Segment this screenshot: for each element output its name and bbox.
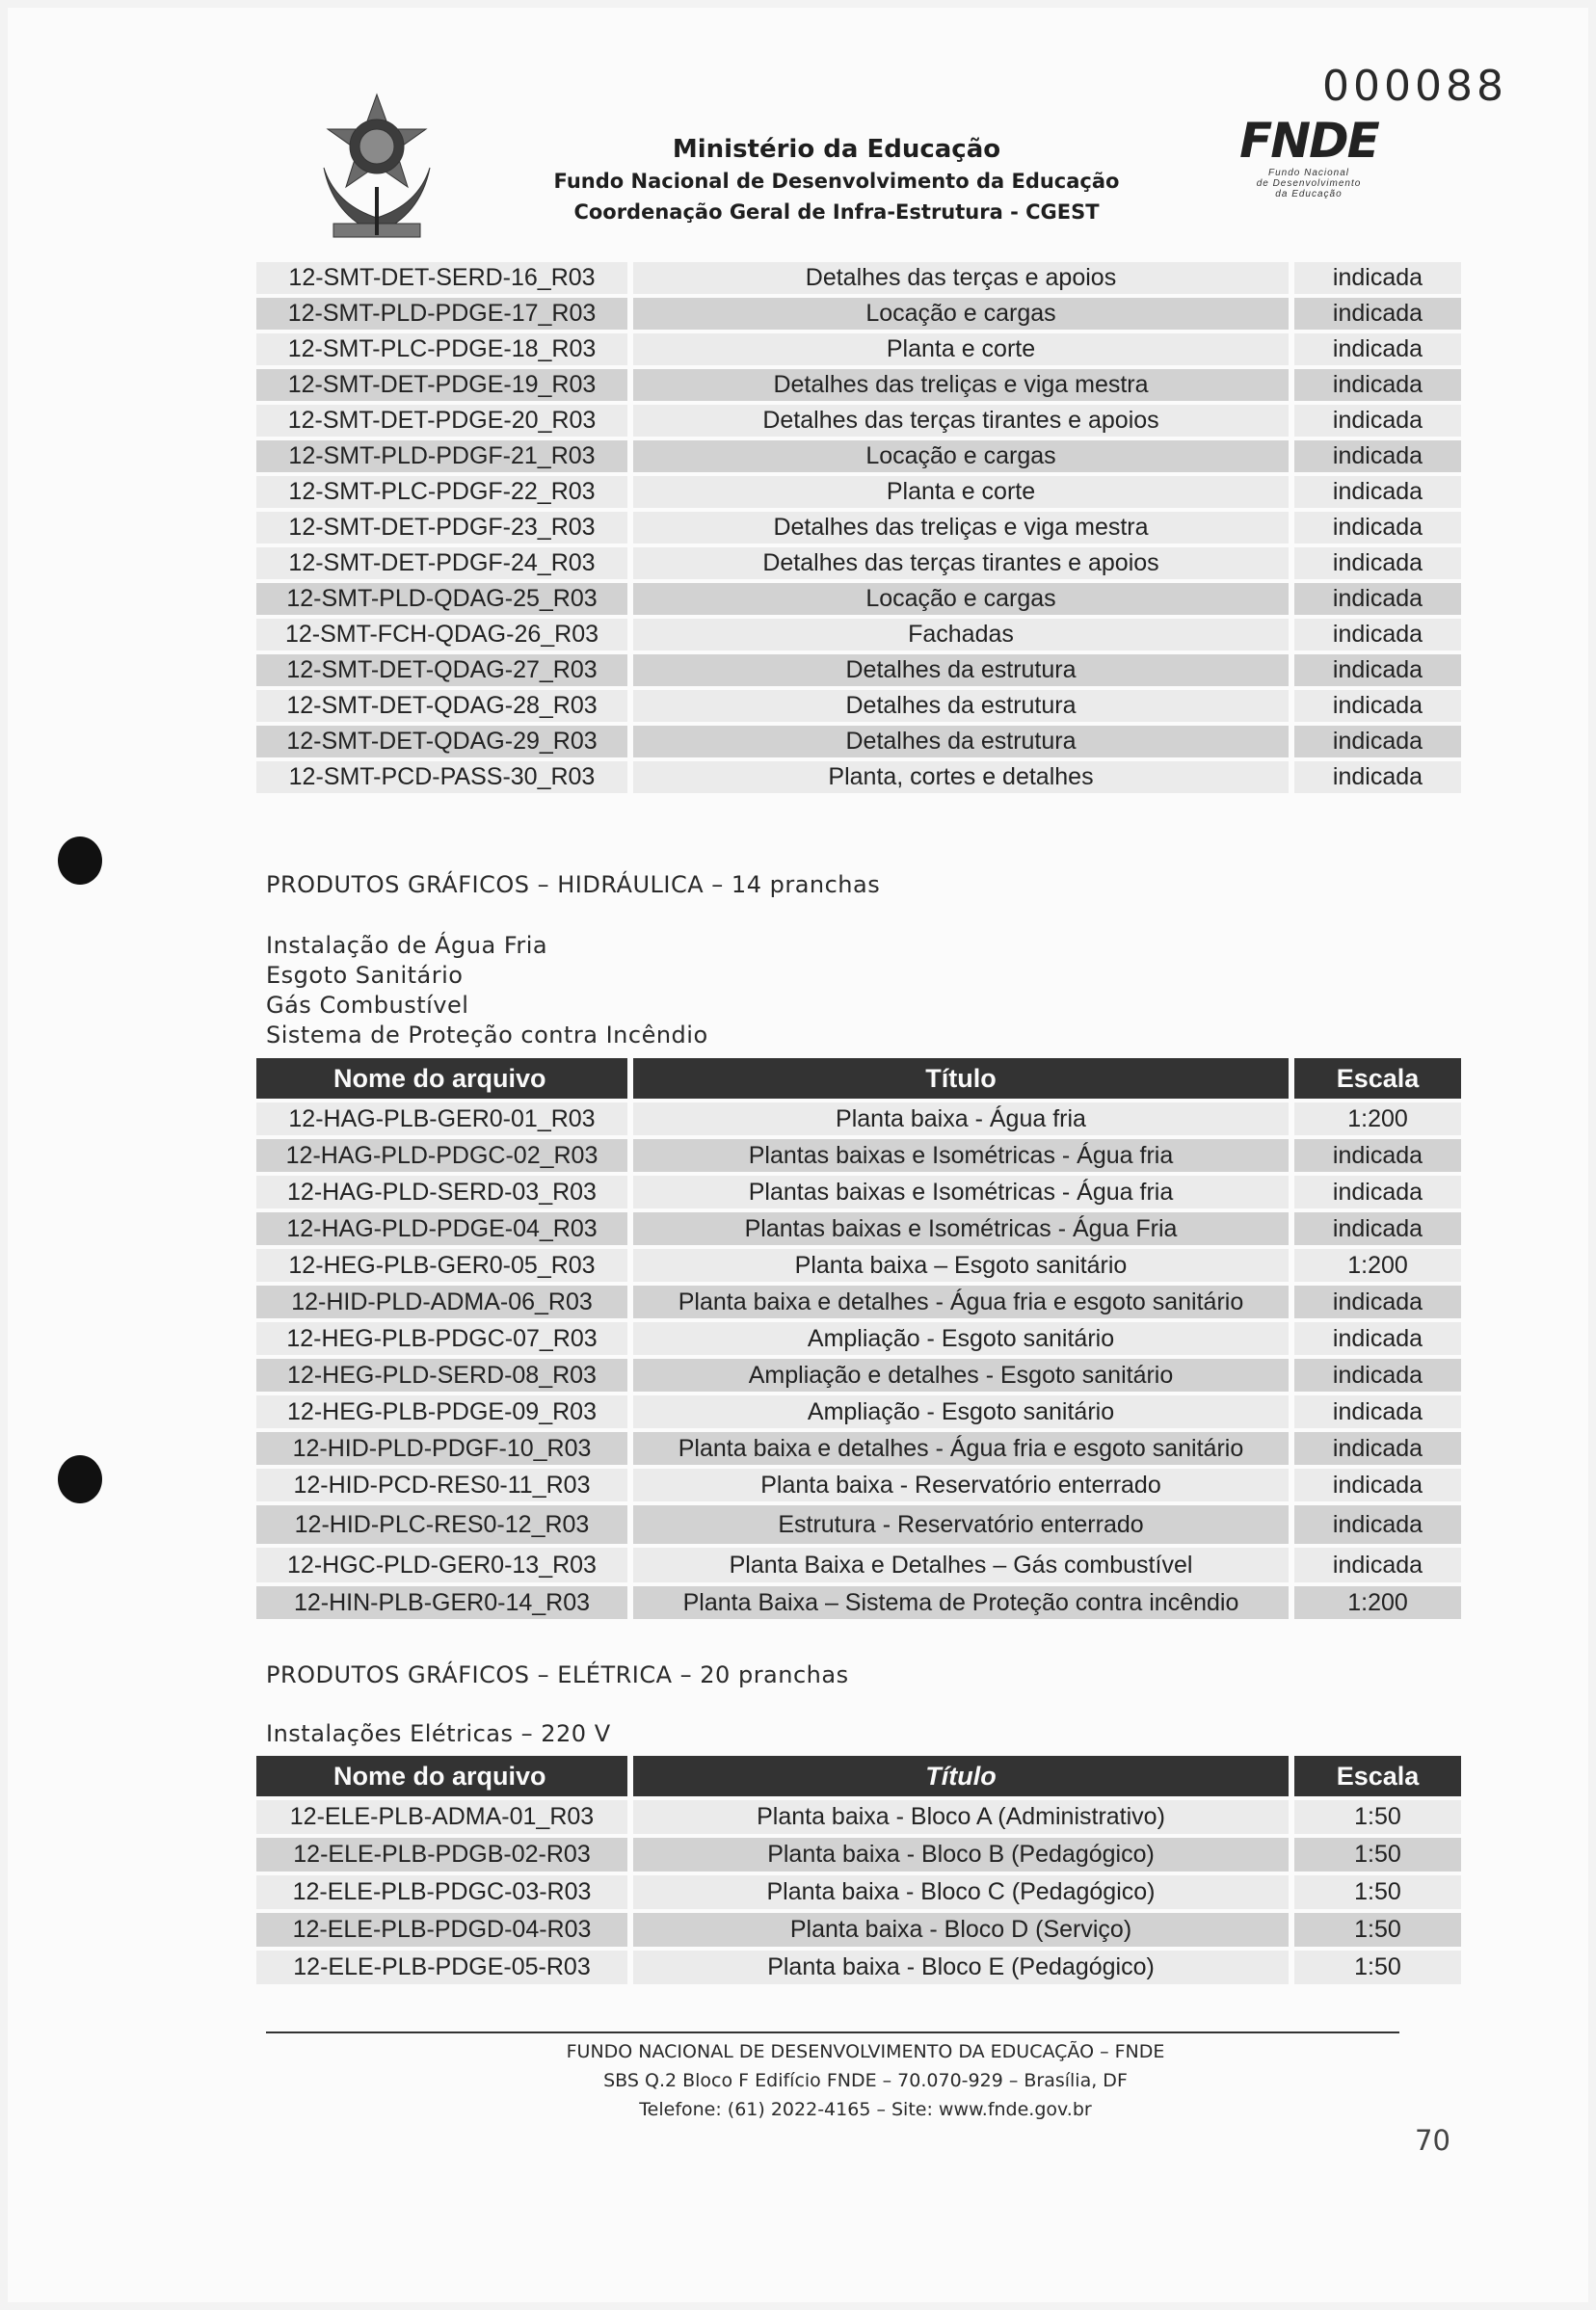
- table-row: [256, 1249, 1461, 1282]
- table-header-row: [256, 1058, 1461, 1099]
- file-name: 12-HEG-PLB-PDGE-09_R03: [256, 1395, 627, 1428]
- sheet-scale: indicada: [1294, 1505, 1461, 1544]
- sheet-scale: indicada: [1294, 512, 1461, 544]
- file-name: 12-HEG-PLD-SERD-08_R03: [256, 1359, 627, 1392]
- page-number: 70: [1415, 2124, 1450, 2157]
- fnde-logo-sub-2: de Desenvolvimento: [1256, 178, 1362, 189]
- file-name: 12-ELE-PLB-PDGD-04-R03: [256, 1913, 627, 1947]
- table-row: [256, 1212, 1461, 1245]
- sheet-title: Detalhes das terças e apoios: [633, 262, 1289, 294]
- electrical-section-title: PRODUTOS GRÁFICOS – ELÉTRICA – 20 pranchas: [266, 1661, 849, 1688]
- file-name: 12-SMT-PCD-PASS-30_R03: [256, 761, 627, 793]
- file-name: 12-ELE-PLB-PDGE-05-R03: [256, 1951, 627, 1984]
- table-row: [256, 369, 1461, 401]
- table-row: [256, 547, 1461, 579]
- sheet-title: Detalhes da estrutura: [633, 690, 1289, 722]
- table-row: [256, 654, 1461, 686]
- file-name: 12-SMT-DET-SERD-16_R03: [256, 262, 627, 294]
- sheet-scale: indicada: [1294, 440, 1461, 472]
- sheet-scale: indicada: [1294, 369, 1461, 401]
- table-row: [256, 476, 1461, 508]
- sheet-scale: 1:200: [1294, 1586, 1461, 1619]
- table-row: [256, 1286, 1461, 1318]
- subsection-item: Gás Combustível: [266, 992, 469, 1019]
- sheet-scale: indicada: [1294, 1548, 1461, 1582]
- header-institution: [528, 133, 1145, 227]
- sheet-scale: indicada: [1294, 1469, 1461, 1501]
- fnde-logo-sub-1: Fundo Nacional: [1267, 168, 1350, 178]
- file-name: 12-SMT-DET-QDAG-27_R03: [256, 654, 627, 686]
- table-row: [256, 726, 1461, 757]
- sheet-scale: indicada: [1294, 1139, 1461, 1172]
- electrical-subsection: Instalações Elétricas – 220 V: [266, 1720, 611, 1747]
- table-row: [256, 512, 1461, 544]
- sheet-scale: 1:50: [1294, 1875, 1461, 1909]
- file-name: 12-HID-PLC-RES0-12_R03: [256, 1505, 627, 1544]
- sheet-title: Planta e corte: [633, 333, 1289, 365]
- file-name: 12-SMT-DET-PDGF-24_R03: [256, 547, 627, 579]
- sheet-scale: indicada: [1294, 619, 1461, 651]
- table-row: [256, 761, 1461, 793]
- file-name: 12-SMT-PLC-PDGF-22_R03: [256, 476, 627, 508]
- table-row: [256, 1548, 1461, 1582]
- sheet-title: Locação e cargas: [633, 583, 1289, 615]
- file-name: 12-SMT-DET-PDGE-20_R03: [256, 405, 627, 437]
- coordination-name: Coordenação Geral de Infra-Estrutura - CGEST: [573, 200, 1100, 224]
- file-name: 12-SMT-DET-PDGF-23_R03: [256, 512, 627, 544]
- sheet-scale: indicada: [1294, 1322, 1461, 1355]
- sheet-scale: indicada: [1294, 298, 1461, 330]
- sheet-title: Plantas baixas e Isométricas - Água Fria: [633, 1212, 1289, 1245]
- binder-hole-icon: [58, 1455, 102, 1503]
- file-name: 12-HEG-PLB-GER0-05_R03: [256, 1249, 627, 1282]
- table-row: [256, 1176, 1461, 1208]
- file-name: 12-ELE-PLB-PDGC-03-R03: [256, 1875, 627, 1909]
- column-header-file-label: Nome do arquivo: [333, 1063, 546, 1093]
- table-row: [256, 1838, 1461, 1872]
- sheet-title: Planta baixa - Reservatório enterrado: [633, 1469, 1289, 1501]
- footer-line-contact: Telefone: (61) 2022-4165 – Site: www.fnde.gov.br: [639, 2099, 1092, 2120]
- table-row: [256, 1469, 1461, 1501]
- sheet-title: Detalhes da estrutura: [633, 726, 1289, 757]
- sheet-scale: indicada: [1294, 726, 1461, 757]
- file-name: 12-HEG-PLB-PDGC-07_R03: [256, 1322, 627, 1355]
- page-stamp-number: 000088: [1322, 62, 1507, 111]
- sheet-title: Ampliação - Esgoto sanitário: [633, 1395, 1289, 1428]
- table-row: [256, 1505, 1461, 1544]
- table-row: [256, 1951, 1461, 1984]
- footer-divider: [266, 2031, 1399, 2033]
- subsection-item: Instalação de Água Fria: [266, 932, 548, 959]
- footer-line-institution: FUNDO NACIONAL DE DESENVOLVIMENTO DA EDUCAÇÃO – FNDE: [566, 2041, 1165, 2062]
- sheet-scale: indicada: [1294, 333, 1461, 365]
- table-row: [256, 405, 1461, 437]
- file-name: 12-HID-PCD-RES0-11_R03: [256, 1469, 627, 1501]
- sheet-title: Detalhes das terças tirantes e apoios: [633, 547, 1289, 579]
- table-row: [256, 1875, 1461, 1909]
- file-name: 12-ELE-PLB-ADMA-01_R03: [256, 1800, 627, 1834]
- file-name: 12-HID-PLD-PDGF-10_R03: [256, 1432, 627, 1465]
- binder-hole-icon: [58, 836, 102, 885]
- table-row: [256, 298, 1461, 330]
- sheet-title: Detalhes da estrutura: [633, 654, 1289, 686]
- sheet-title: Planta baixa - Bloco D (Serviço): [633, 1913, 1289, 1947]
- sheet-title: Locação e cargas: [633, 298, 1289, 330]
- table-row: [256, 1586, 1461, 1619]
- sheet-scale: indicada: [1294, 476, 1461, 508]
- table-row: [256, 1102, 1461, 1135]
- fnde-logo: [1232, 114, 1386, 199]
- sheet-title: Detalhes das terças tirantes e apoios: [633, 405, 1289, 437]
- table-row: [256, 333, 1461, 365]
- sheet-scale: indicada: [1294, 405, 1461, 437]
- file-name: 12-HAG-PLD-PDGE-04_R03: [256, 1212, 627, 1245]
- column-header-file: [256, 1058, 627, 1099]
- table-row: [256, 1322, 1461, 1355]
- sheet-title: Fachadas: [633, 619, 1289, 651]
- sheet-title: Detalhes das treliças e viga mestra: [633, 512, 1289, 544]
- column-header-title: Título: [633, 1058, 1289, 1099]
- sheet-title: Ampliação e detalhes - Esgoto sanitário: [633, 1359, 1289, 1392]
- table-header-row: [256, 1756, 1461, 1796]
- file-name: 12-SMT-FCH-QDAG-26_R03: [256, 619, 627, 651]
- column-header-file: [256, 1756, 627, 1796]
- file-name: 12-SMT-DET-QDAG-29_R03: [256, 726, 627, 757]
- file-name: 12-SMT-PLD-PDGF-21_R03: [256, 440, 627, 472]
- sheet-title: Plantas baixas e Isométricas - Água fria: [633, 1176, 1289, 1208]
- sheet-scale: indicada: [1294, 761, 1461, 793]
- column-header-scale: Escala: [1294, 1756, 1461, 1796]
- table-row: [256, 583, 1461, 615]
- sheet-title: Planta baixa - Bloco A (Administrativo): [633, 1800, 1289, 1834]
- sheet-title: Ampliação - Esgoto sanitário: [633, 1322, 1289, 1355]
- table-row: [256, 440, 1461, 472]
- sheet-scale: 1:50: [1294, 1951, 1461, 1984]
- table-row: [256, 1139, 1461, 1172]
- sheet-scale: indicada: [1294, 654, 1461, 686]
- file-name: 12-SMT-PLC-PDGE-18_R03: [256, 333, 627, 365]
- sheet-title: Planta baixa - Água fria: [633, 1102, 1289, 1135]
- column-header-title: Título: [633, 1756, 1289, 1796]
- sheet-scale: 1:200: [1294, 1102, 1461, 1135]
- sheet-title: Planta e corte: [633, 476, 1289, 508]
- sheet-title: Planta baixa - Bloco C (Pedagógico): [633, 1875, 1289, 1909]
- sheet-scale: indicada: [1294, 1395, 1461, 1428]
- sheet-scale: 1:200: [1294, 1249, 1461, 1282]
- sheet-scale: 1:50: [1294, 1800, 1461, 1834]
- column-header-scale: Escala: [1294, 1058, 1461, 1099]
- table-row: [256, 1432, 1461, 1465]
- file-name: 12-HGC-PLD-GER0-13_R03: [256, 1548, 627, 1582]
- sheet-scale: 1:50: [1294, 1838, 1461, 1872]
- table-row: [256, 1395, 1461, 1428]
- file-name: 12-SMT-DET-PDGE-19_R03: [256, 369, 627, 401]
- brazil-coat-of-arms-icon: [314, 91, 439, 245]
- table-row: [256, 690, 1461, 722]
- sheet-title: Planta Baixa – Sistema de Proteção contra incêndio: [633, 1586, 1289, 1619]
- sheet-scale: indicada: [1294, 1359, 1461, 1392]
- file-name: 12-HAG-PLD-SERD-03_R03: [256, 1176, 627, 1208]
- sheet-title: Estrutura - Reservatório enterrado: [633, 1505, 1289, 1544]
- file-name: 12-HIN-PLB-GER0-14_R03: [256, 1586, 627, 1619]
- file-name: 12-ELE-PLB-PDGB-02-R03: [256, 1838, 627, 1872]
- sheet-title: Planta baixa e detalhes - Água fria e esgoto sanitário: [633, 1432, 1289, 1465]
- sheet-title: Planta baixa – Esgoto sanitário: [633, 1249, 1289, 1282]
- file-name: 12-HID-PLD-ADMA-06_R03: [256, 1286, 627, 1318]
- hydraulics-section-title: PRODUTOS GRÁFICOS – HIDRÁULICA – 14 pranchas: [266, 871, 881, 898]
- hydraulics-table: [256, 1058, 1461, 1623]
- table-row: [256, 619, 1461, 651]
- fund-name: Fundo Nacional de Desenvolvimento da Educação: [553, 170, 1120, 193]
- sheet-scale: indicada: [1294, 1432, 1461, 1465]
- file-name: 12-HAG-PLB-GER0-01_R03: [256, 1102, 627, 1135]
- file-name: 12-SMT-DET-QDAG-28_R03: [256, 690, 627, 722]
- sheet-title: Planta Baixa e Detalhes – Gás combustível: [633, 1548, 1289, 1582]
- sheet-title: Plantas baixas e Isométricas - Água fria: [633, 1139, 1289, 1172]
- document-page: [8, 8, 1588, 2302]
- footer-line-address: SBS Q.2 Bloco F Edifício FNDE – 70.070-929 – Brasília, DF: [603, 2070, 1128, 2091]
- subsection-item: Esgoto Sanitário: [266, 962, 464, 989]
- sheet-scale: indicada: [1294, 583, 1461, 615]
- sheet-title: Planta baixa - Bloco B (Pedagógico): [633, 1838, 1289, 1872]
- sheet-title: Planta baixa - Bloco E (Pedagógico): [633, 1951, 1289, 1984]
- ministry-name: Ministério da Educação: [672, 135, 1001, 164]
- sheet-scale: indicada: [1294, 1286, 1461, 1318]
- sheet-title: Detalhes das treliças e viga mestra: [633, 369, 1289, 401]
- footer: [393, 2037, 1338, 2124]
- sheet-title: Planta baixa e detalhes - Água fria e esgoto sanitário: [633, 1286, 1289, 1318]
- table-row: [256, 1359, 1461, 1392]
- sheet-scale: indicada: [1294, 547, 1461, 579]
- table-row: [256, 1913, 1461, 1947]
- sheet-title: Locação e cargas: [633, 440, 1289, 472]
- column-header-file-label: Nome do arquivo: [333, 1761, 546, 1791]
- file-name: 12-SMT-PLD-PDGE-17_R03: [256, 298, 627, 330]
- hydraulics-subsections: [266, 931, 708, 1050]
- fnde-logo-mark: FNDE: [1239, 113, 1378, 169]
- structure-table: [256, 262, 1461, 797]
- file-name: 12-HAG-PLD-PDGC-02_R03: [256, 1139, 627, 1172]
- sheet-scale: indicada: [1294, 1212, 1461, 1245]
- subsection-item: Sistema de Proteção contra Incêndio: [266, 1022, 708, 1049]
- sheet-title: Planta, cortes e detalhes: [633, 761, 1289, 793]
- sheet-scale: indicada: [1294, 1176, 1461, 1208]
- file-name: 12-SMT-PLD-QDAG-25_R03: [256, 583, 627, 615]
- sheet-scale: indicada: [1294, 262, 1461, 294]
- sheet-scale: indicada: [1294, 690, 1461, 722]
- table-row: [256, 1800, 1461, 1834]
- electrical-table: [256, 1756, 1461, 1988]
- fnde-logo-sub-3: da Educação: [1275, 189, 1343, 199]
- table-row: [256, 262, 1461, 294]
- sheet-scale: 1:50: [1294, 1913, 1461, 1947]
